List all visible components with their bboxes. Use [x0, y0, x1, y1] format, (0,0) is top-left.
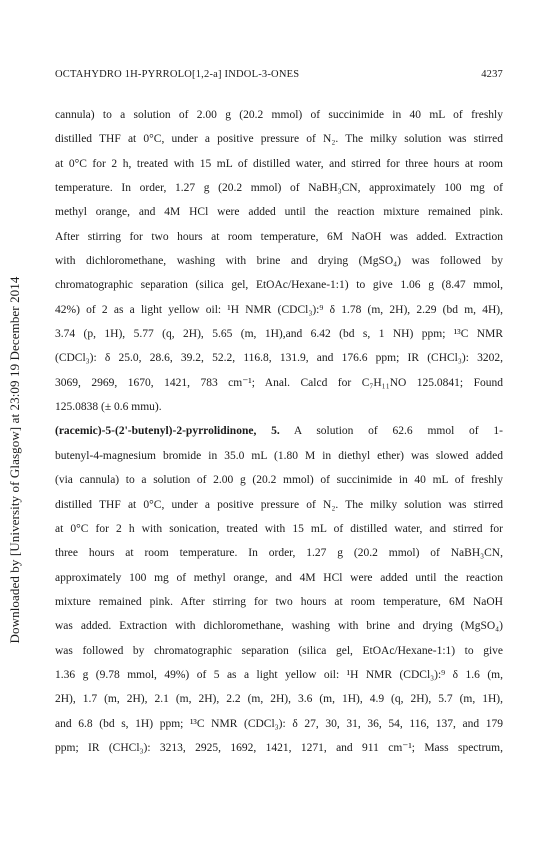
text-line: 1.36 g (9.78 mmol, 49%) of 5 as a light yellow oil: ¹H NMR (CDCl₃):⁹ δ 1.6 (m, [55, 668, 503, 681]
text-line: 125.0838 (± 0.6 mmu). [55, 401, 162, 414]
text-line: butenyl-4-magnesium bromide in 35.0 mL (1.80 M in diethyl ether) was slowed added [55, 449, 503, 462]
running-title: OCTAHYDRO 1H-PYRROLO[1,2-a] INDOL-3-ONES [55, 69, 300, 80]
text-line: was followed by chromatographic separation (silica gel, EtOAc/Hexane-1:1) to give [55, 644, 503, 657]
running-header [55, 69, 503, 80]
download-watermark [4, 245, 26, 675]
text-line: at 0°C for 2 h with sonication, treated with 15 mL of distilled water, and stirred for [55, 522, 503, 535]
body-text [55, 103, 503, 760]
text-line: After stirring for two hours at room temperature, 6M NaOH was added. Extraction [55, 230, 503, 243]
text-line: ppm; IR (CHCl₃): 3213, 2925, 1692, 1421, 1271, and 911 cm⁻¹; Mass spectrum, [55, 741, 503, 754]
text-line: 2H), 1.7 (m, 2H), 2.1 (m, 2H), 2.2 (m, 2H), 3.6 (m, 1H), 4.9 (q, 2H), 5.7 (m, 1H), [55, 693, 503, 706]
text-line: chromatographic separation (silica gel, EtOAc/Hexane-1:1) to give 1.06 g (8.47 mmol, [55, 279, 503, 292]
text-line: and 6.8 (bd s, 1H) ppm; ¹³C NMR (CDCl₃): δ 27, 30, 31, 36, 54, 116, 137, and 179 [55, 717, 503, 730]
text-line: mixture remained pink. After stirring for two hours at room temperature, 6M NaOH [55, 595, 503, 608]
text-line: methyl orange, and 4M HCl were added until the reaction mixture remained pink. [55, 206, 503, 219]
compound-heading: (racemic)-5-(2'-butenyl)-2-pyrrolidinone, 5. [55, 425, 280, 438]
text-line: with dichloromethane, washing with brine and drying (MgSO₄) was followed by [55, 255, 503, 268]
text-line: 42%) of 2 as a light yellow oil: ¹H NMR (CDCl₃):⁹ δ 1.78 (m, 2H), 2.29 (bd m, 4H), [55, 303, 503, 316]
text-line: distilled THF at 0°C, under a positive pressure of N₂. The milky solution was stirred [55, 498, 503, 511]
download-watermark-text: Downloaded by [University of Glasgow] at 23:09 19 December 2014 [7, 276, 22, 644]
text-line: was added. Extraction with dichloromethane, washing with brine and drying (MgSO₄) [55, 620, 503, 633]
page-number: 4237 [481, 69, 503, 80]
text-line: at 0°C for 2 h, treated with 15 mL of distilled water, and stirred for three hours at room [55, 157, 503, 170]
text-line: distilled THF at 0°C, under a positive pressure of N₂. The milky solution was stirred [55, 133, 503, 146]
text-line: cannula) to a solution of 2.00 g (20.2 mmol) of succinimide in 40 mL of freshly [55, 109, 503, 121]
text-line: (CDCl₃): δ 25.0, 28.6, 39.2, 52.2, 116.8, 131.9, and 176.6 ppm; IR (CHCl₃): 3202, [55, 352, 503, 365]
compound-heading-line [55, 419, 503, 443]
text-line: three hours at room temperature. In order, 1.27 g (20.2 mmol) of NaBH₃CN, [55, 547, 503, 560]
text-line: temperature. In order, 1.27 g (20.2 mmol) of NaBH₃CN, approximately 100 mg of [55, 182, 503, 195]
text-line: 3.74 (p, 1H), 5.77 (q, 2H), 5.65 (m, 1H),and 6.42 (bd s, 1 NH) ppm; ¹³C NMR [55, 328, 503, 341]
compound-heading-rest: A solution of 62.6 mmol of 1- [279, 425, 503, 438]
text-line: 3069, 2969, 1670, 1421, 783 cm⁻¹; Anal. Calcd for C₇H₁₁NO 125.0841; Found [55, 376, 503, 389]
text-line: (via cannula) to a solution of 2.00 g (20.2 mmol) of succinimide in 40 mL of freshly [55, 474, 503, 487]
text-line: approximately 100 mg of methyl orange, and 4M HCl were added until the reaction [55, 571, 503, 584]
